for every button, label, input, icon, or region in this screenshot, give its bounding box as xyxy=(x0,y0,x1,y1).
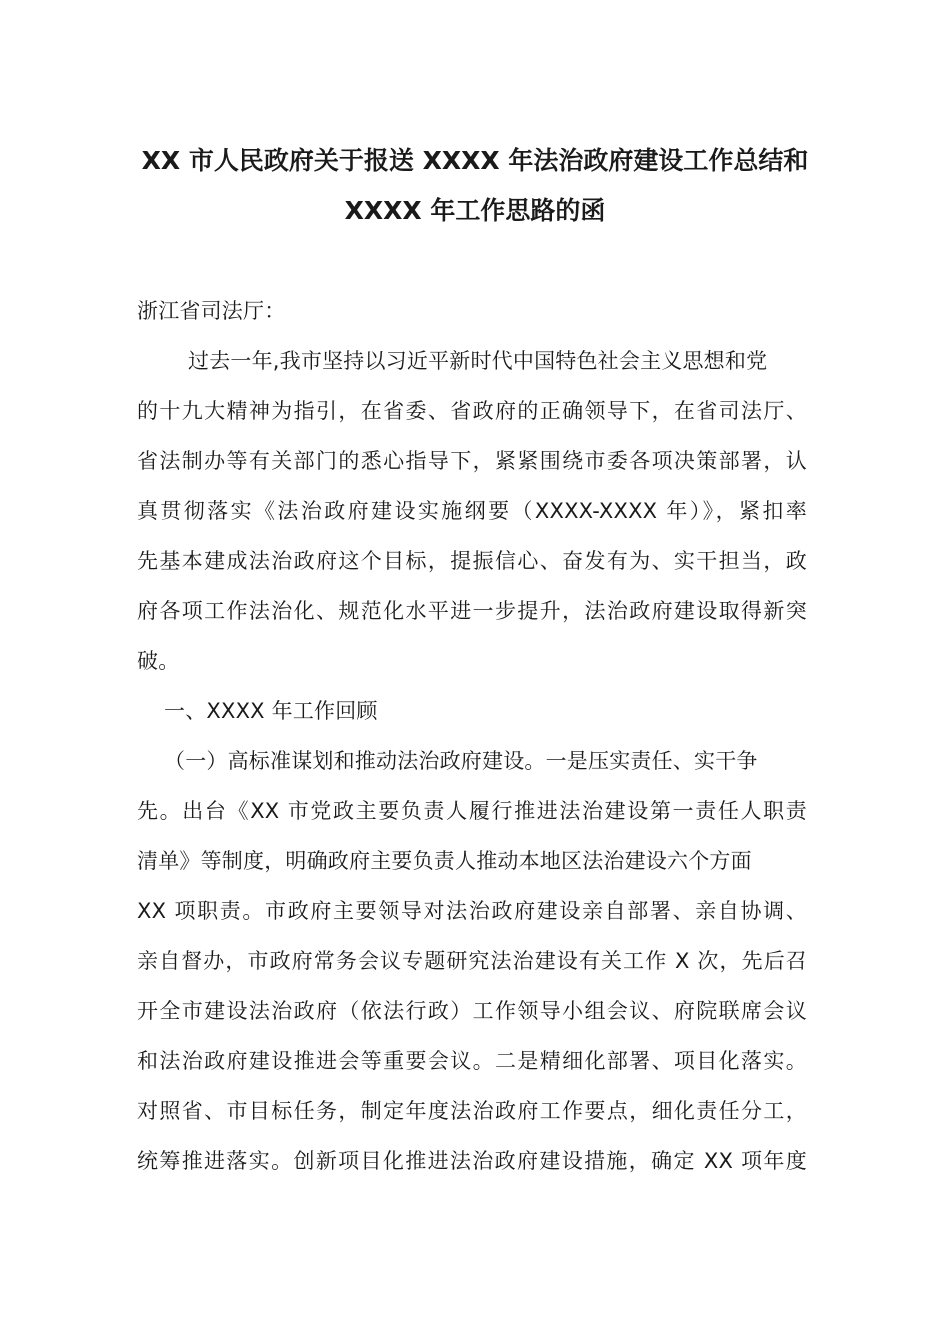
document-title-line-1: XX 市人民政府关于报送 XXXX 年法治政府建设工作总结和 xyxy=(141,146,809,175)
body-line: 开全市建设法治政府（依法行政）工作领导小组会议、府院联席会议 xyxy=(137,999,807,1023)
body-line: 过去一年,我市坚持以习近平新时代中国特色社会主义思想和党 xyxy=(188,349,768,373)
section-heading: 一、XXXX 年工作回顾 xyxy=(164,699,378,723)
body-line: 府各项工作法治化、规范化水平进一步提升，法治政府建设取得新突 xyxy=(137,599,807,623)
body-line: 对照省、市目标任务，制定年度法治政府工作要点，细化责任分工， xyxy=(137,1099,807,1123)
body-line: XX 项职责。市政府主要领导对法治政府建设亲自部署、亲自协调、 xyxy=(137,899,807,923)
salutation: 浙江省司法厅： xyxy=(137,299,286,323)
body-line: 统筹推进落实。创新项目化推进法治政府建设措施，确定 XX 项年度 xyxy=(137,1149,807,1173)
body-line: 和法治政府建设推进会等重要会议。二是精细化部署、项目化落实。 xyxy=(137,1049,807,1073)
body-line: 真贯彻落实《法治政府建设实施纲要（XXXX-XXXX 年）》，紧扣率 xyxy=(137,499,807,523)
body-line: 先。出台《XX 市党政主要负责人履行推进法治建设第一责任人职责 xyxy=(137,799,807,823)
subsection-heading-line: （一）高标准谋划和推动法治政府建设。一是压实责任、实干争 xyxy=(164,749,758,773)
document-title-line-2: XXXX 年工作思路的函 xyxy=(344,196,606,225)
body-line: 先基本建成法治政府这个目标，提振信心、奋发有为、实干担当，政 xyxy=(137,549,807,573)
body-line: 亲自督办，市政府常务会议专题研究法治建设有关工作 X 次，先后召 xyxy=(137,949,807,973)
body-line: 省法制办等有关部门的悉心指导下，紧紧围绕市委各项决策部署，认 xyxy=(137,449,807,473)
body-line: 清单》等制度，明确政府主要负责人推动本地区法治建设六个方面 xyxy=(137,849,752,873)
body-line: 破。 xyxy=(137,649,180,673)
body-line: 的十九大精神为指引，在省委、省政府的正确领导下，在省司法厅、 xyxy=(137,399,807,423)
